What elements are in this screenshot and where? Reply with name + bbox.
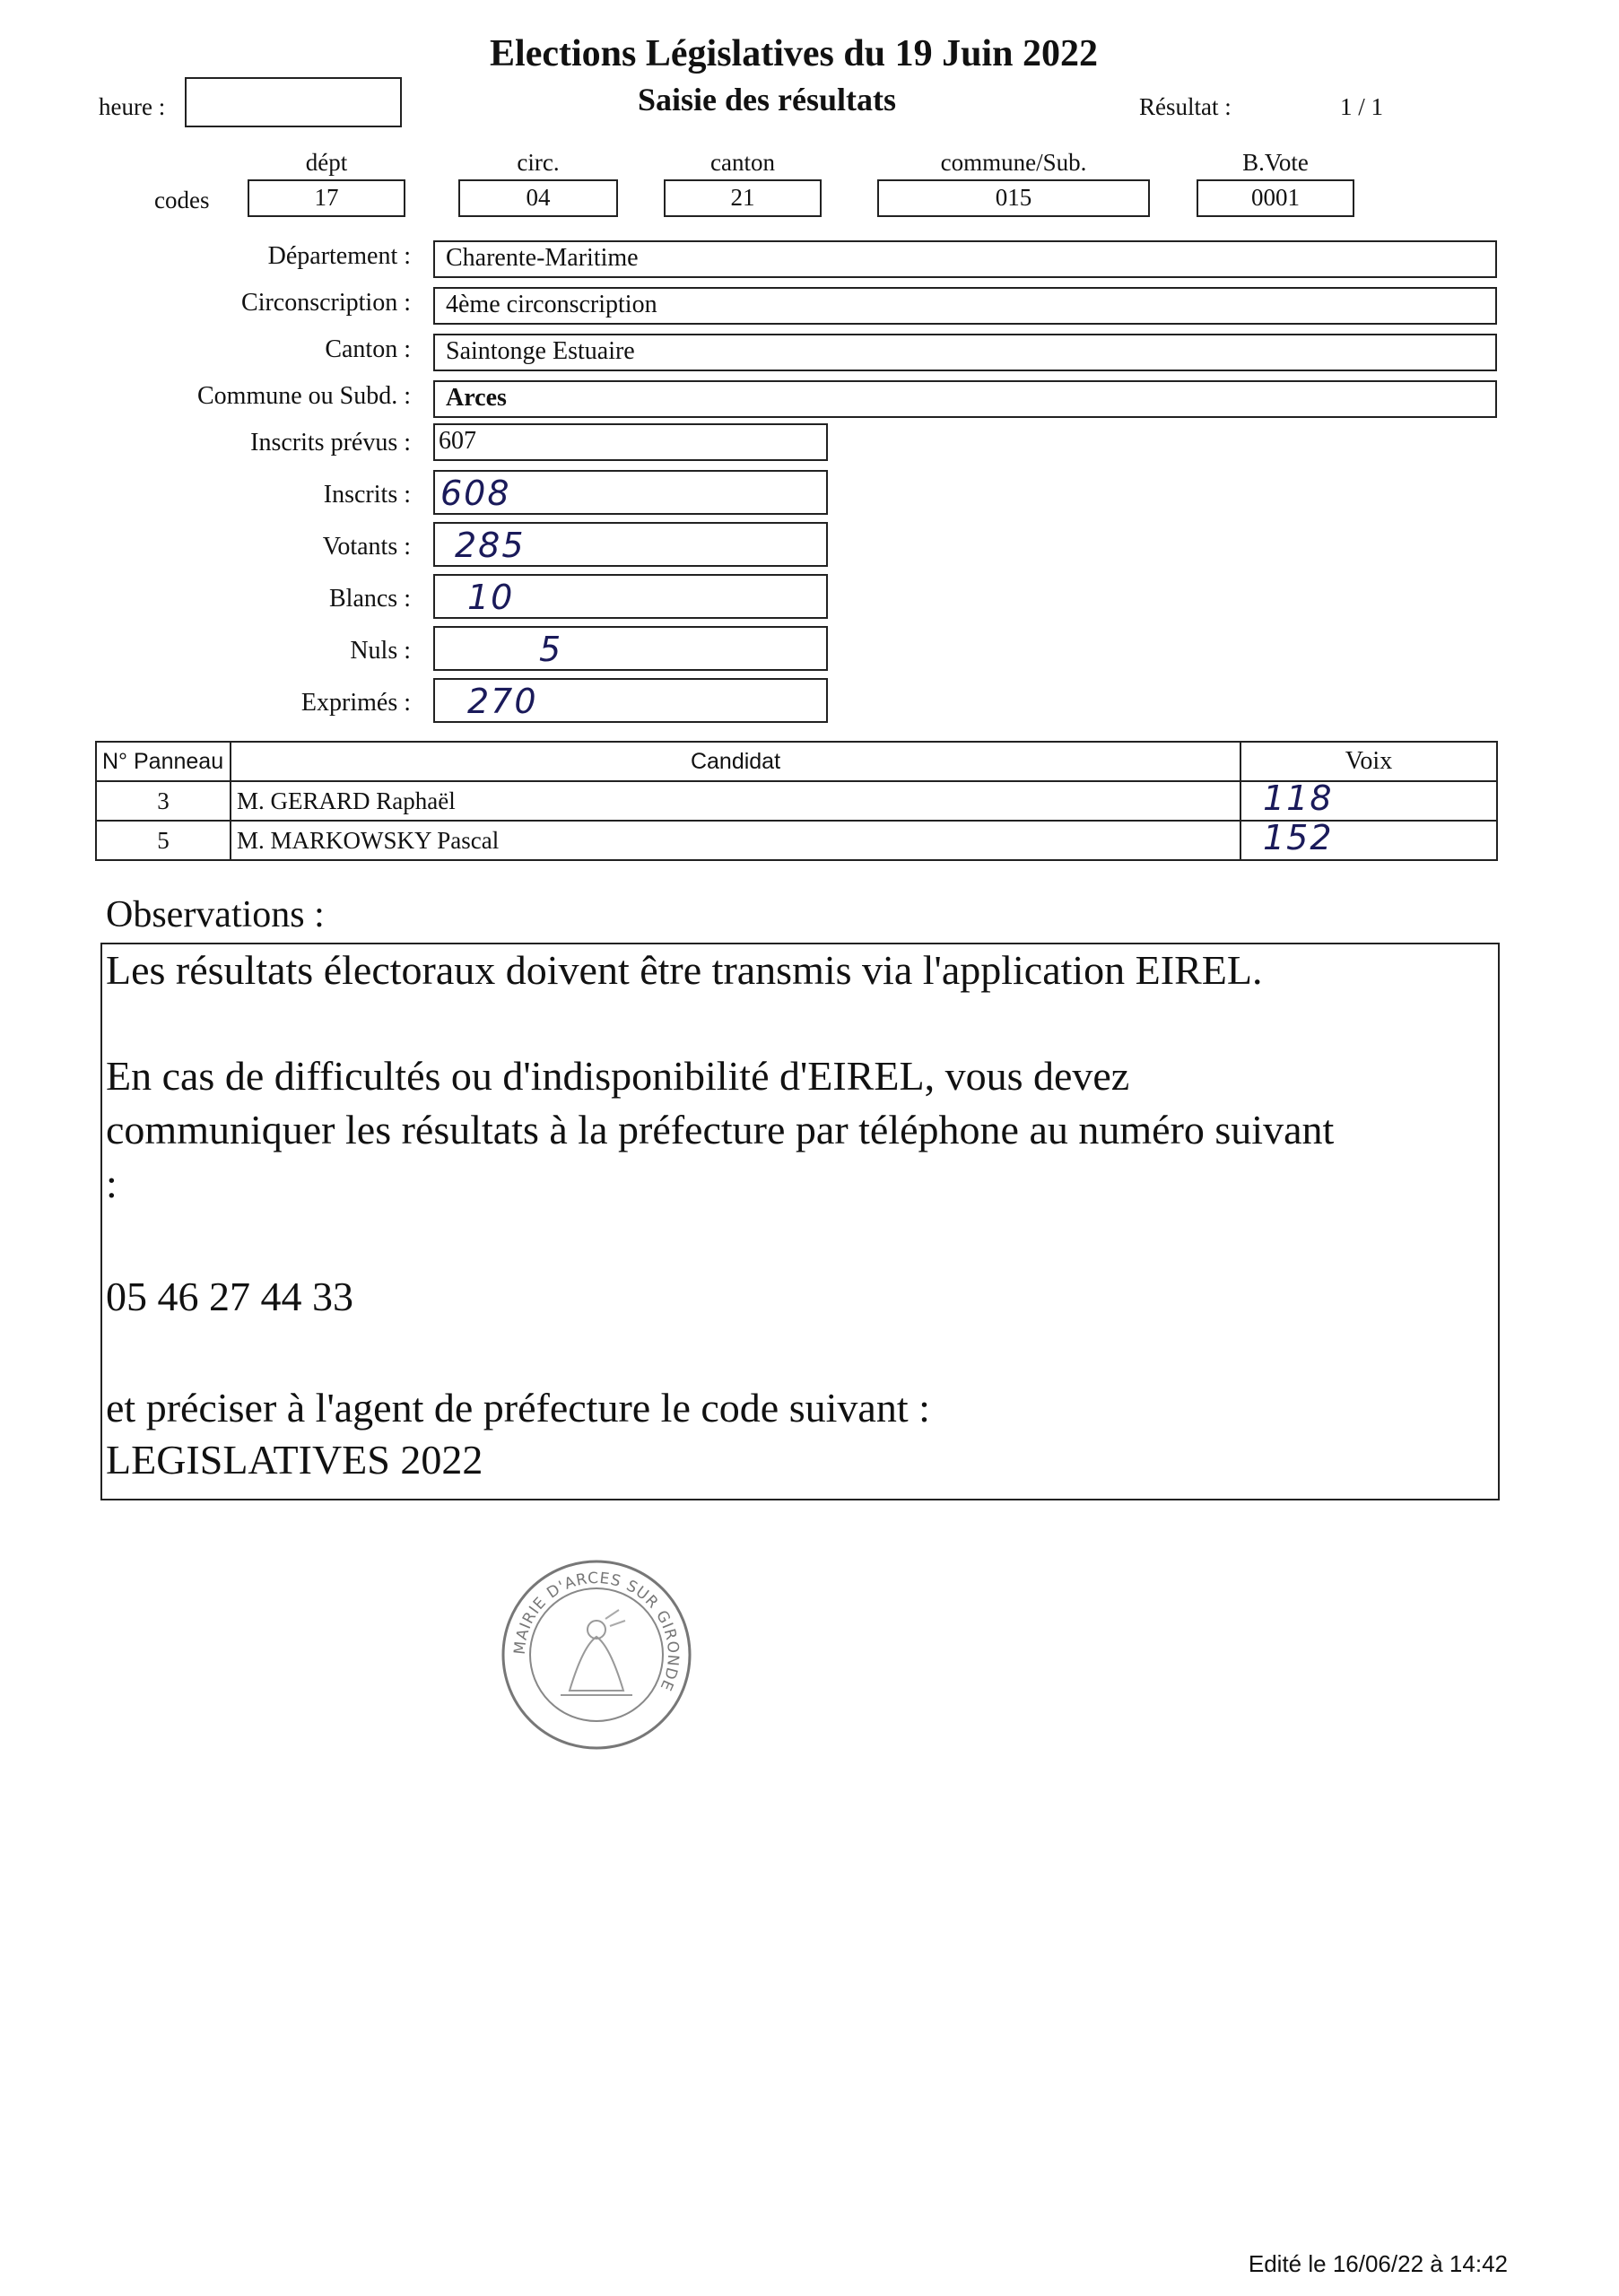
svg-text:MAIRIE D'ARCES SUR GIRONDE: MAIRIE D'ARCES SUR GIRONDE	[510, 1569, 683, 1694]
mairie-stamp-icon	[498, 1556, 695, 1753]
code-commune-field[interactable]	[877, 179, 1150, 217]
observations-label: Observations :	[106, 894, 325, 935]
observations-line: Les résultats électoraux doivent être transmis via l'application EIREL.	[106, 947, 1263, 993]
commune-label: Commune ou Subd. :	[196, 382, 411, 410]
departement-field[interactable]	[433, 240, 1497, 278]
table-row	[96, 821, 1497, 860]
code-dept-field[interactable]	[248, 179, 405, 217]
exprimes-field[interactable]	[433, 678, 828, 723]
code-circ-value: 04	[526, 184, 551, 211]
votants-handwritten-value: 285	[455, 526, 526, 565]
canton-value: Saintonge Estuaire	[446, 337, 635, 365]
panneau-cell: 3	[96, 781, 231, 821]
departement-value: Charente-Maritime	[446, 244, 639, 272]
votants-field[interactable]	[433, 522, 828, 567]
inscrits-field[interactable]	[433, 470, 828, 515]
code-commune-label: commune/Sub.	[940, 149, 1087, 176]
circonscription-label: Circonscription :	[241, 289, 411, 317]
canton-label: Canton :	[325, 335, 411, 363]
inscrits-label: Inscrits :	[323, 481, 411, 509]
observations-line: :	[106, 1161, 118, 1206]
nuls-handwritten-value: 5	[539, 630, 563, 669]
voix-handwritten-value: 152	[1263, 818, 1334, 857]
inscrits-prevus-field[interactable]	[433, 423, 828, 461]
commune-field[interactable]	[433, 380, 1497, 418]
codes-label: codes	[154, 187, 210, 213]
departement-label: Département :	[267, 242, 411, 270]
blancs-handwritten-value: 10	[467, 578, 515, 617]
code-canton-label: canton	[710, 149, 775, 176]
canton-field[interactable]	[433, 334, 1497, 371]
code-canton-value: 21	[730, 184, 755, 211]
nuls-field[interactable]	[433, 626, 828, 671]
code-bvote-label: B.Vote	[1242, 149, 1309, 176]
code-dept-label: dépt	[305, 149, 348, 176]
page-subtitle: Saisie des résultats	[638, 82, 896, 117]
code-bvote-field[interactable]	[1197, 179, 1354, 217]
candidat-cell: M. GERARD Raphaël	[231, 781, 1240, 821]
observations-line: En cas de difficultés ou d'indisponibilité d'EIREL, vous devez	[106, 1053, 1130, 1099]
exprimes-handwritten-value: 270	[467, 682, 538, 721]
voix-handwritten-value: 118	[1263, 778, 1334, 818]
circonscription-field[interactable]	[433, 287, 1497, 325]
code-circ-label: circ.	[517, 149, 560, 176]
observations-line: communiquer les résultats à la préfecture par téléphone au numéro suivant	[106, 1107, 1335, 1152]
results-table	[95, 741, 1498, 861]
heure-label: heure :	[99, 93, 166, 120]
code-canton-field[interactable]	[664, 179, 822, 217]
candidat-header: Candidat	[231, 742, 1240, 781]
page-title: Elections Législatives du 19 Juin 2022	[490, 33, 1098, 74]
circonscription-value: 4ème circonscription	[446, 291, 657, 318]
inscrits-prevus-value: 607	[439, 427, 476, 455]
phone-number: 05 46 27 44 33	[106, 1274, 353, 1319]
blancs-field[interactable]	[433, 574, 828, 619]
voix-cell[interactable]	[1240, 778, 1497, 821]
nuls-label: Nuls :	[350, 637, 411, 665]
panneau-cell: 5	[96, 821, 231, 860]
blancs-label: Blancs :	[329, 585, 411, 613]
heure-field[interactable]	[185, 77, 402, 127]
resultat-value: 1 / 1	[1340, 93, 1384, 120]
candidat-cell: M. MARKOWSKY Pascal	[231, 821, 1240, 860]
observations-box	[100, 943, 1500, 1500]
table-row	[96, 781, 1497, 821]
code-commune-value: 015	[995, 184, 1032, 211]
commune-value: Arces	[446, 384, 507, 412]
code-circ-field[interactable]	[458, 179, 618, 217]
edited-timestamp: Edité le 16/06/22 à 14:42	[1248, 2250, 1508, 2277]
resultat-label: Résultat :	[1139, 93, 1232, 120]
code-dept-value: 17	[314, 184, 339, 211]
observations-code: LEGISLATIVES 2022	[106, 1437, 483, 1483]
voix-header: Voix	[1240, 742, 1497, 781]
exprimes-label: Exprimés :	[300, 689, 411, 717]
results-header-row	[96, 742, 1497, 781]
inscrits-handwritten-value: 608	[440, 474, 511, 513]
code-bvote-value: 0001	[1251, 184, 1300, 211]
inscrits-prevus-label: Inscrits prévus :	[250, 429, 411, 457]
panneau-header: N° Panneau	[96, 742, 231, 781]
votants-label: Votants :	[322, 533, 411, 561]
observations-line: et préciser à l'agent de préfecture le code suivant :	[106, 1385, 930, 1431]
voix-cell[interactable]	[1240, 818, 1497, 860]
